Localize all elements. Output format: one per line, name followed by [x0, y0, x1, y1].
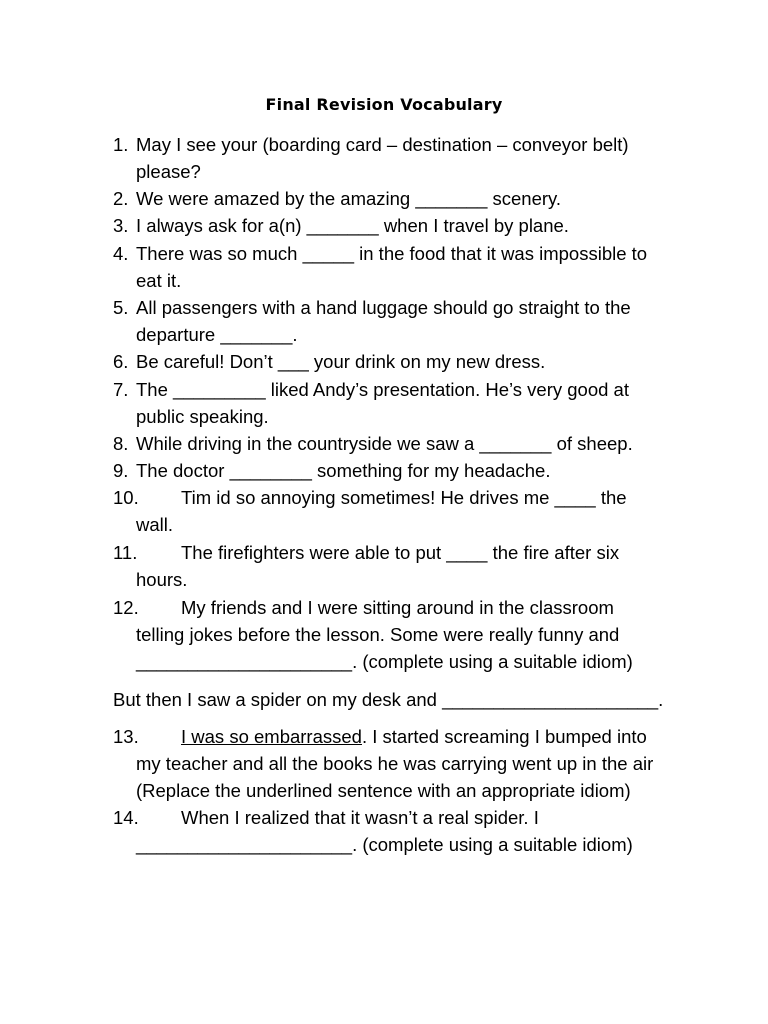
question-line: My friends and I were sitting around in the classroom — [181, 597, 614, 618]
question-line: Tim id so annoying sometimes! He drives me ____ the — [181, 487, 627, 508]
question-line: The _________ liked Andy’s presentation. He’s very good at — [136, 379, 629, 400]
underlined-sentence: I was so embarrassed — [181, 726, 362, 747]
question-number: 5. — [113, 297, 129, 318]
question-number: 14. — [113, 807, 139, 828]
question-number: 3. — [113, 215, 129, 236]
question-number: 8. — [113, 433, 129, 454]
page-title: Final Revision Vocabulary — [265, 95, 503, 114]
question-text: . I started screaming I bumped into — [361, 726, 647, 747]
question-line: departure _______. — [136, 324, 298, 345]
question-line: When I realized that it wasn’t a real spider. I — [181, 807, 539, 828]
question-line: please? — [136, 161, 201, 182]
question-number: 7. — [113, 379, 129, 400]
question-line: May I see your (boarding card – destination – conveyor belt) — [136, 134, 629, 155]
question-line: While driving in the countryside we saw a _______ of sheep. — [136, 433, 633, 454]
question-number: 10. — [113, 487, 139, 508]
question-line: I always ask for a(n) _______ when I travel by plane. — [136, 215, 569, 236]
question-line: telling jokes before the lesson. Some were really funny and — [136, 624, 620, 645]
question-number: 12. — [113, 597, 139, 618]
question-line — [181, 723, 647, 750]
question-line: The firefighters were able to put ____ the fire after six — [181, 542, 620, 563]
question-line: eat it. — [136, 270, 182, 291]
question-number: 1. — [113, 134, 129, 155]
question-line: _____________________. (complete using a suitable idiom) — [136, 651, 633, 672]
question-number: 13. — [113, 726, 139, 747]
question-line: public speaking. — [136, 406, 269, 427]
question-line: Be careful! Don’t ___ your drink on my new dress. — [136, 351, 546, 372]
question-line: _____________________. (complete using a suitable idiom) — [136, 834, 633, 855]
question-line: The doctor ________ something for my headache. — [136, 460, 551, 481]
interlude-text: But then I saw a spider on my desk and _____________________. — [113, 689, 664, 710]
question-line: We were amazed by the amazing _______ scenery. — [136, 188, 562, 209]
question-number: 9. — [113, 460, 129, 481]
question-number: 6. — [113, 351, 129, 372]
question-line: wall. — [136, 514, 174, 535]
question-number: 4. — [113, 243, 129, 264]
question-number: 11. — [113, 542, 138, 563]
question-line: (Replace the underlined sentence with an appropriate idiom) — [136, 780, 631, 801]
question-number: 2. — [113, 188, 129, 209]
question-line: There was so much _____ in the food that it was impossible to — [136, 243, 648, 264]
question-line: my teacher and all the books he was carrying went up in the air — [136, 753, 654, 774]
question-line: All passengers with a hand luggage should go straight to the — [136, 297, 631, 318]
question-line: hours. — [136, 569, 188, 590]
